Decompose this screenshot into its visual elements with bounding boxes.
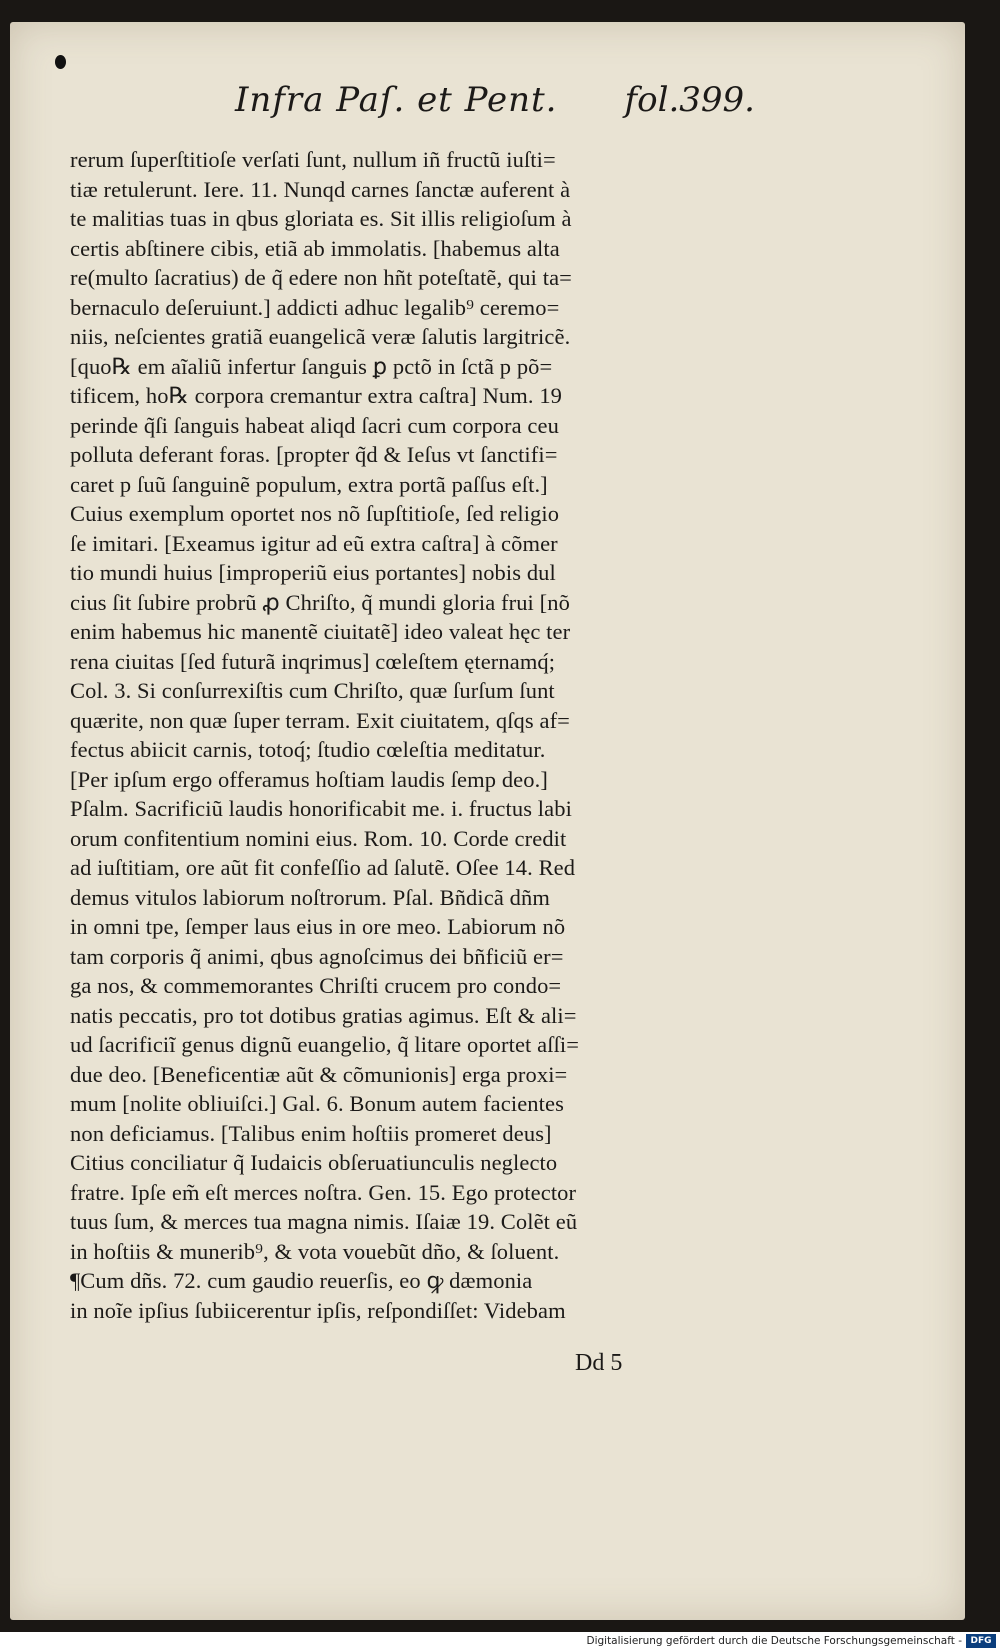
text-line: ga nos, & commemorantes Chriſti crucem pro condo= <box>70 973 562 998</box>
text-line: natis peccatis, pro tot dotibus gratias agimus. Eſt & ali= <box>70 1002 577 1028</box>
page-header <box>235 80 755 130</box>
text-line: in omni tpe, ſemper laus eius in ore meo. Labiorum nõ <box>70 914 566 939</box>
text-line: in noĩe ipſius ſubiicerentur ipſis, reſpondiſſet: Videbam <box>70 1297 566 1323</box>
text-line: polluta deferant foras. [propter q̃d & Ieſus vt ſanctifi= <box>70 442 558 467</box>
text-line: rena ciuitas [ſed futurã inqrimus] cœleſtem ęternamq́; <box>70 648 556 674</box>
binding-hole <box>55 55 66 69</box>
running-title: Infra Paſ. et Pent. <box>235 80 558 120</box>
folio-number: fol.399. <box>624 80 755 120</box>
text-line: tiæ retulerunt. Iere. 11. Nunqd carnes ſanctæ auferent à <box>70 176 571 202</box>
text-line: ud ſacrificiĩ genus dignũ euangelio, q̃ litare oportet aſſi= <box>70 1032 580 1057</box>
text-line: in hoſtiis & munerib⁹, & vota vouebũt dño, & ſoluent. <box>70 1238 560 1264</box>
text-line: bernaculo deſeruiunt.] addicti adhuc legalib⁹ ceremo= <box>70 294 560 320</box>
text-line: tuus ſum, & merces tua magna nimis. Iſaiæ 19. Colẽt eũ <box>70 1209 578 1234</box>
text-line: [quo℞ em aĩaliũ infertur ſanguis ꝑ pctõ in ſctã p põ= <box>70 353 553 379</box>
text-line: te malitias tuas in qbus gloriata es. Sit illis religioſum à <box>70 206 572 231</box>
text-line: tio mundi huius [improperiũ eius portantes] nobis dul <box>70 560 556 585</box>
text-line: tificem, ho℞ corpora cremantur extra caſtra] Num. 19 <box>70 383 563 408</box>
text-line: fratre. Ipſe em̃ eſt merces noſtra. Gen. 15. Ego protector <box>70 1179 577 1205</box>
text-line: [Per ipſum ergo offeramus hoſtiam laudis ſemp deo.] <box>70 766 548 792</box>
text-line: re(multo ſacratius) de q̃ edere non hñt poteſtatẽ, qui ta= <box>70 265 572 290</box>
dfg-logo: DFG <box>966 1634 996 1648</box>
text-line: fectus abiicit carnis, totoq́; ſtudio cœleſtia meditatur. <box>70 737 546 762</box>
text-line: ad iuſtitiam, ore aũt fit confeſſio ad ſalutẽ. Oſee 14. Red <box>70 855 576 880</box>
text-line: quærite, non quæ ſuper terram. Exit ciuitatem, qſqs af= <box>70 707 570 733</box>
text-line: ſe imitari. [Exeamus igitur ad eũ extra caſtra] à cõmer <box>70 530 558 556</box>
text-line: tam corporis q̃ animi, qbus agnoſcimus dei bñficiũ er= <box>70 943 564 969</box>
text-line: caret p ſuũ ſanguinẽ populum, extra portã paſſus eſt.] <box>70 471 548 497</box>
text-line: cius ſit ſubire probrũ ꝓ Chriſto, q̃ mundi gloria frui [nõ <box>70 589 570 615</box>
text-line: perinde q̃ſi ſanguis habeat aliqd ſacri cum corpora ceu <box>70 412 559 438</box>
text-line: Citius conciliatur q̃ Iudaicis obſeruatiunculis neglecto <box>70 1150 558 1175</box>
text-line: ¶Cum dñs. 72. cum gaudio reuerſis, eo ꝙ dæmonia <box>70 1268 533 1293</box>
text-line: certis abſtinere cibis, etiã ab immolatis. [habemus alta <box>70 235 560 261</box>
text-line: due deo. [Beneficentiæ aũt & cõmunionis] erga proxi= <box>70 1061 568 1087</box>
text-line: Pſalm. Sacrificiũ laudis honorificabit me. i. fructus labi <box>70 796 572 821</box>
footer-credit: Digitalisierung gefördert durch die Deutsche Forschungsgemeinschaft - <box>586 1635 962 1647</box>
text-line: mum [nolite obliuiſci.] Gal. 6. Bonum autem facientes <box>70 1091 564 1116</box>
text-line: enim habemus hic manentẽ ciuitatẽ] ideo valeat hęc ter <box>70 619 571 644</box>
text-line: demus vitulos labiorum noſtrorum. Pſal. Bñdicã dñm <box>70 884 550 910</box>
text-line: niis, neſcientes gratiã euangelicã veræ ſalutis largitricẽ. <box>70 324 571 349</box>
text-line: rerum ſuperſtitioſe verſati ſunt, nullum iñ fructũ iuſti= <box>70 147 556 172</box>
text-line: non deficiamus. [Talibus enim hoſtiis promeret deus] <box>70 1120 552 1146</box>
text-line: Col. 3. Si conſurrexiſtis cum Chriſto, quæ ſurſum ſunt <box>70 678 555 703</box>
text-line: Cuius exemplum oportet nos nõ ſupſtitioſe, ſed religio <box>70 501 560 526</box>
body-text <box>70 145 760 1325</box>
signature-mark: Dd 5 <box>575 1350 623 1376</box>
text-line: orum confitentium nomini eius. Rom. 10. Corde credit <box>70 825 567 851</box>
